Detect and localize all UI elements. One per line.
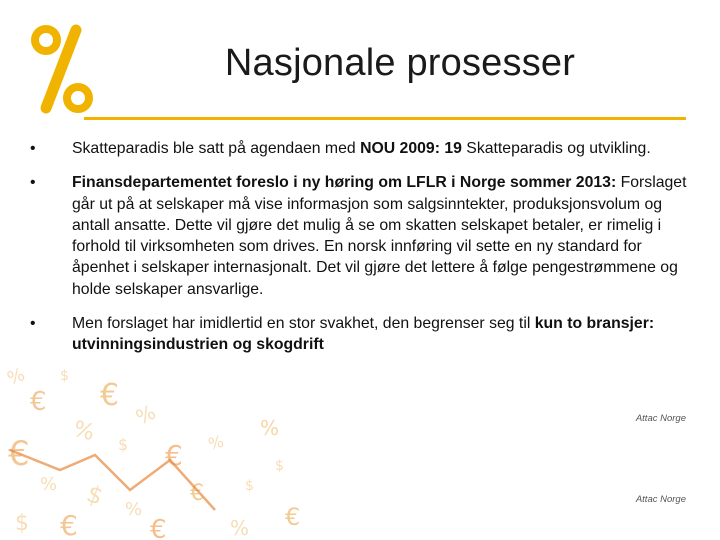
currency-symbols-decoration [0,340,330,540]
bullet-text: Skatteparadis ble satt på agendaen med [72,140,361,157]
svg-text:%: % [40,474,58,495]
svg-text:€: € [30,387,47,417]
bullet-text: Skatteparadis og utvikling. [461,140,651,157]
svg-text:$: $ [118,435,129,454]
bullet-text: Men forslaget har imidlertid en stor svakhet, den begrenser seg til [72,315,535,333]
svg-text:€: € [285,503,301,531]
bullet-bold-text: Finansdepartementet foreslo i ny høring om LFLR i Norge sommer 2013: [72,174,617,192]
svg-text:€: € [150,515,167,540]
svg-text:%: % [4,364,28,390]
svg-text:%: % [260,416,280,440]
bullet-bold-text: NOU 2009: 19 [360,140,462,157]
bullet-text: Forslaget går ut på at selskaper må vise informasjon som salgsinntekter, produksjonsvolum og antall ansatte. Dette vil gjøre det mulig å se om skatten selskapet betaler, er rimelig i forhold til virksomheten som drives. En norsk innføring vil sette en ny standard for åpenhet i selskaper internasjonalt. Det vil gjøre det lettere å følge pengestrømmene og holde selskaper ansvarlige. [72,174,687,298]
bullet-marker: • [30,140,36,157]
bullet-item [30,172,695,300]
svg-text:€: € [190,481,204,506]
svg-text:%: % [70,416,98,447]
svg-text:$: $ [60,368,69,384]
bullet-marker: • [30,315,36,333]
title-divider [84,117,686,120]
bullet-bold-text: kun to bransjer: utvinningsindustrien og skogdrift [72,315,655,354]
svg-text:$: $ [275,458,284,474]
percent-logo-icon [26,22,98,116]
svg-text:%: % [206,431,226,454]
bullet-list [30,138,695,356]
svg-text:€: € [165,439,183,472]
svg-text:€: € [60,509,78,540]
footer-label: Attac Norge [635,413,686,424]
bullet-item [30,313,695,356]
svg-text:%: % [131,399,160,430]
footer-label: Attac Norge [635,494,686,505]
svg-text:€: € [8,434,30,474]
svg-text:$: $ [82,479,107,511]
svg-text:%: % [125,499,143,520]
bullet-item [30,138,695,159]
svg-text:$: $ [245,478,254,494]
svg-text:%: % [230,516,250,540]
slide-title: Nasjonale prosesser [224,42,576,84]
bullet-marker: • [30,174,36,192]
svg-text:$: $ [15,511,29,536]
svg-text:€: € [100,378,120,413]
